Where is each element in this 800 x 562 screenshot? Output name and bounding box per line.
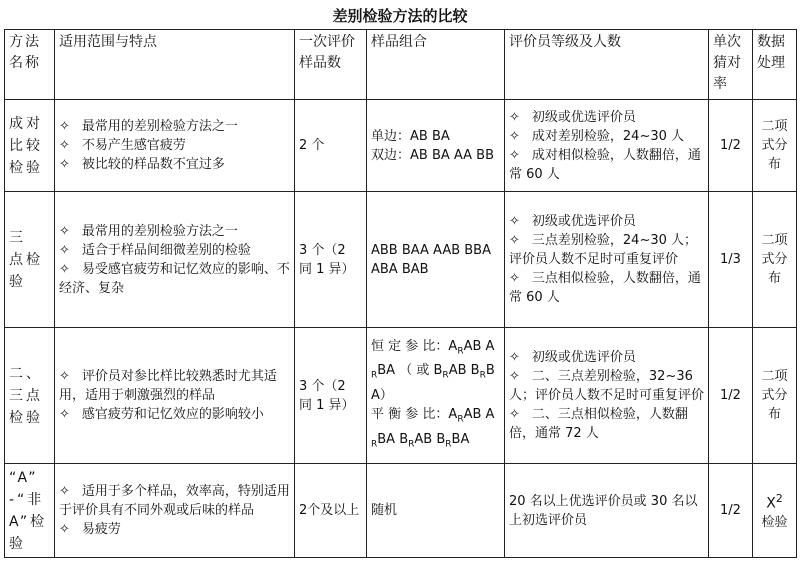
table-row <box>5 100 797 192</box>
evaluator-item: ✧ 二、三点相似检验，人数翻倍，通常 72 人 <box>509 405 704 443</box>
combination-cell: 随机 <box>367 464 505 558</box>
method-name: 三 点检验 <box>5 192 55 328</box>
header-combination: 样品组合 <box>367 30 505 100</box>
evaluators-cell: 20 名以上优选评价员或 30 名以上初选评价员 <box>505 464 709 558</box>
combination-cell: 恒 定 参 比：$A_RAB$ $A_RBA$ （ 或 $B_RAB$ $B_RBA$） 平 衡 参 比：$A_RAB$ $A_RBA$ $B_RAB$ $B_RBA$ <box>367 328 505 464</box>
scope-item: ✧ 适合于样品间细微差别的检验 <box>59 241 290 260</box>
table-row <box>5 464 797 558</box>
processing-cell: 二项式分布 <box>753 100 797 192</box>
guess-rate-cell: 1/2 <box>709 100 753 192</box>
evaluator-item: ✧ 成对差别检验，24~30 人 <box>509 127 704 146</box>
scope-cell <box>55 192 295 328</box>
combination-cell: ABB BAA AAB BBA ABA BAB <box>367 192 505 328</box>
combination-const-label: 恒 定 参 比： <box>371 338 449 354</box>
evaluator-item: ✧ 初级或优选评价员 <box>509 212 704 231</box>
scope-item: ✧ 被比较的样品数不宜过多 <box>59 155 290 174</box>
header-guess-rate: 单次猜对率 <box>709 30 753 100</box>
combination-or: （ 或 <box>399 363 430 379</box>
table-row <box>5 192 797 328</box>
evaluator-item: ✧ 成对相似检验，人数翻倍，通常 60 人 <box>509 146 704 184</box>
combination-cell <box>367 100 505 192</box>
processing-cell: 二项式分布 <box>753 328 797 464</box>
scope-item: ✧ 感官疲劳和记忆效应的影响较小 <box>59 405 290 424</box>
processing-suffix: 检验 <box>761 515 788 531</box>
scope-cell <box>55 328 295 464</box>
evaluator-item: ✧ 初级或优选评价员 <box>509 348 704 367</box>
samples-cell: 3 个（2 同 1 异） <box>295 328 367 464</box>
header-samples: 一次评价样品数 <box>295 30 367 100</box>
samples-cell: 2 个 <box>295 100 367 192</box>
guess-rate-cell: 1/3 <box>709 192 753 328</box>
guess-rate-cell: 1/2 <box>709 328 753 464</box>
method-name: 成对比较检验 <box>5 100 55 192</box>
chi-exponent: 2 <box>775 491 783 505</box>
combination-line: 双边：AB BA AA BB <box>371 147 495 163</box>
scope-item: ✧ 评价员对参比样比较熟悉时尤其适用，适用于刺激强烈的样品 <box>59 367 290 405</box>
evaluators-cell <box>505 328 709 464</box>
evaluators-cell <box>505 192 709 328</box>
scope-cell <box>55 100 295 192</box>
guess-rate-cell: 1/2 <box>709 464 753 558</box>
combination-balanced-label: 平 衡 参 比： <box>371 407 449 422</box>
comparison-table <box>4 29 797 558</box>
processing-cell <box>753 464 797 558</box>
combination-close: ） <box>379 388 393 403</box>
samples-cell: 3 个（2 同 1 异） <box>295 192 367 328</box>
processing-cell: 二项式分布 <box>753 192 797 328</box>
page-title: 差别检验方法的比较 <box>332 7 468 25</box>
scope-item: ✧ 易疲劳 <box>59 520 290 539</box>
scope-item: ✧ 适用于多个样品，效率高，特别适用于评价具有不同外观或后味的样品 <box>59 482 290 520</box>
evaluator-item: ✧ 二、三点差别检验，32~36 人；评价员人数不足时可重复评价 <box>509 367 704 405</box>
table-row <box>5 328 797 464</box>
scope-item: ✧ 最常用的差别检验方法之一 <box>59 222 290 241</box>
samples-cell: 2个及以上 <box>295 464 367 558</box>
header-scope: 适用范围与特点 <box>55 30 295 100</box>
scope-item: ✧ 不易产生感官疲劳 <box>59 136 290 155</box>
header-row <box>5 30 797 100</box>
method-name: “A” -“非 A”检验 <box>5 464 55 558</box>
combination-line: 单边：AB BA <box>371 128 450 144</box>
scope-item: ✧ 易受感官疲劳和记忆效应的影响、不经济、复杂 <box>59 260 290 298</box>
method-name: 二、三点 检验 <box>5 328 55 464</box>
evaluator-item: ✧ 三点相似检验，人数翻倍，通常 60 人 <box>509 269 704 307</box>
scope-cell <box>55 464 295 558</box>
chi-symbol: X <box>766 495 776 512</box>
evaluators-cell <box>505 100 709 192</box>
header-processing: 数据处理 <box>753 30 797 100</box>
evaluator-item: ✧ 初级或优选评价员 <box>509 108 704 127</box>
scope-item: ✧ 最常用的差别检验方法之一 <box>59 117 290 136</box>
evaluator-item: ✧ 三点差别检验，24~30 人；评价员人数不足时可重复评价 <box>509 231 704 269</box>
header-evaluators: 评价员等级及人数 <box>505 30 709 100</box>
header-method: 方法名称 <box>5 30 55 100</box>
